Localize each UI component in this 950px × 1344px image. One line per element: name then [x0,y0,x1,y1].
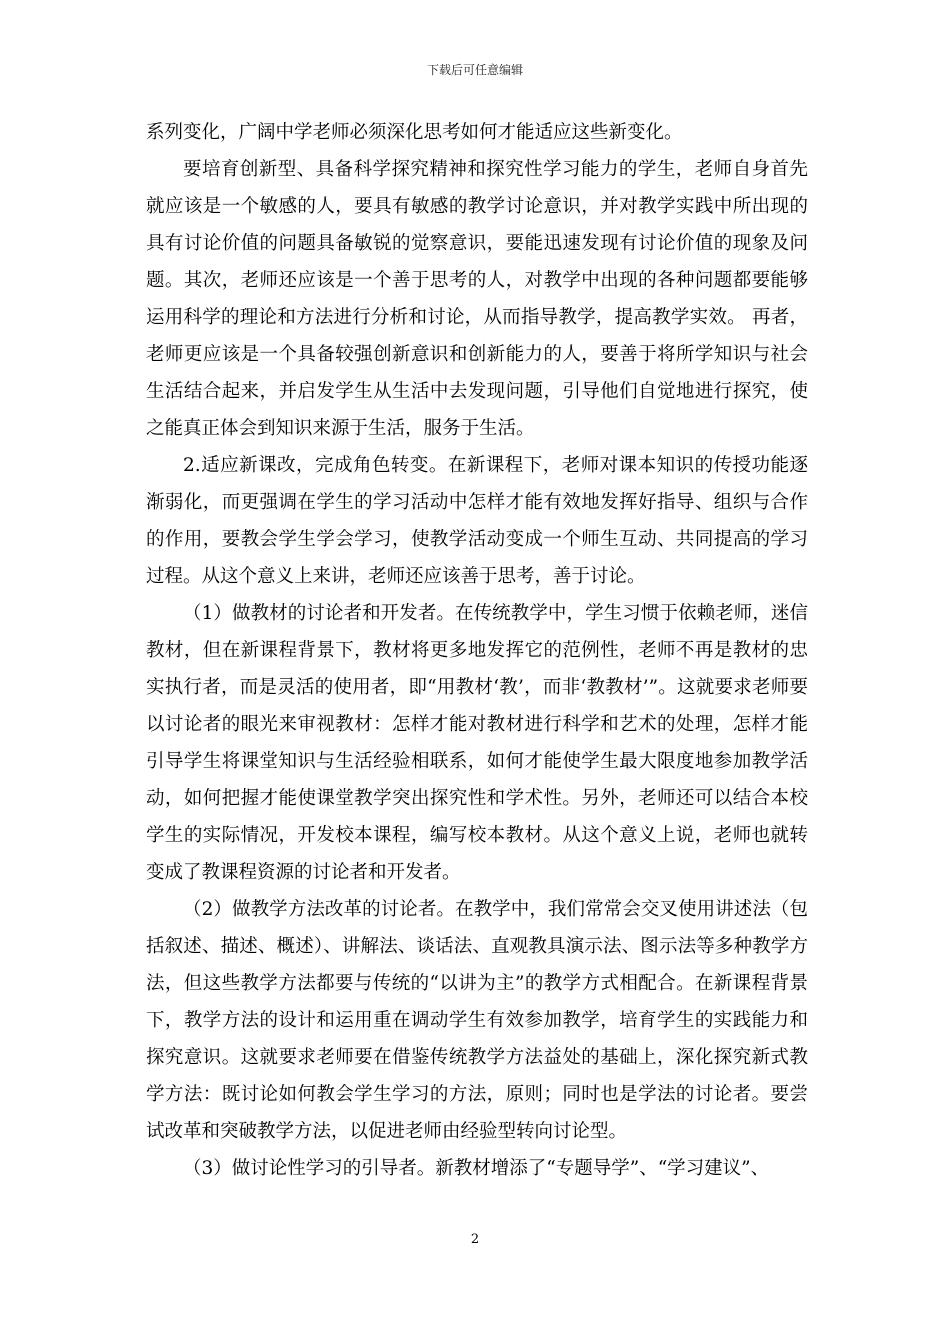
document-body [146,114,808,1187]
paragraph-textbook-researcher: （1）做教材的讨论者和开发者。在传统教学中，学生习惯于依赖老师，迷信教材，但在新课程背景下，教材将更多地发挥它的范例性，老师不再是教材的忠实执行者，而是灵活的使用者，即“用教材‘教’，而非‘教教材’”。这就要求老师要以讨论者的眼光来审视教材：怎样才能对教材进行科学和艺术的处理，怎样才能引导学生将课堂知识与生活经验相联系，如何才能使学生最大限度地参加教学活动，如何把握才能使课堂教学突出探究性和学术性。另外，老师还可以结合本校学生的实际情况，开发校本课程，编写校本教材。从这个意义上说，老师也就转变成了教课程资源的讨论者和开发者。 [146,603,808,883]
paragraph-teaching-method: （2）做教学方法改革的讨论者。在教学中，我们常常会交叉使用讲述法（包括叙述、描述、概述）、讲解法、谈话法、直观教具演示法、图示法等多种教学方法，但这些教学方法都要与传统的“以讲为主”的教学方式相配合。在新课程背景下，教学方法的设计和运用重在调动学生有效参加教学，培育学生的实践能力和探究意识。这就要求老师要在借鉴传统教学方法益处的基础上，深化探究新式教学方法：既讨论如何教会学生学习的方法，原则；同时也是学法的讨论者。要尝试改革和突破教学方法，以促进老师由经验型转向讨论型。 [146,899,808,1142]
paragraph-research-learning: （3）做讨论性学习的引导者。新教材增添了“专题导学”、“学习建议”、 [183,1158,770,1179]
paragraph-teacher-qualities: 要培育创新型、具备科学探究精神和探究性学习能力的学生，老师自身首先就应该是一个敏感的人，要具有敏感的教学讨论意识，并对教学实践中所出现的具有讨论价值的问题具备敏锐的觉察意识，要能迅速发现有讨论价值的现象及问题。其次，老师还应该是一个善于思考的人，对教学中出现的各种问题都要能够运用科学的理论和方法进行分析和讨论，从而指导教学，提高教学实效。 再者，老师更应该是一个具备较强创新意识和创新能力的人，要善于将所学知识与社会生活结合起来，并启发学生从生活中去发现问题，引导他们自觉地进行探究，使之能真正体会到知识来源于生活，服务于生活。 [146,159,808,439]
page-header: 下载后可任意编辑 [426,63,523,77]
page-number: 2 [470,1232,480,1247]
paragraph-continuation: 系列变化，广阔中学老师必须深化思考如何才能适应这些新变化。 [146,122,683,143]
paragraph-role-change: 2.适应新课改，完成角色转变。在新课程下，老师对课本知识的传授功能逐渐弱化，而更强调在学生的学习活动中怎样才能有效地发挥好指导、组织与合作的作用，要教会学生学会学习，使教学活动变成一个师生互动、共同提高的学习过程。从这个意义上来讲，老师还应该善于思考，善于讨论。 [146,455,808,587]
